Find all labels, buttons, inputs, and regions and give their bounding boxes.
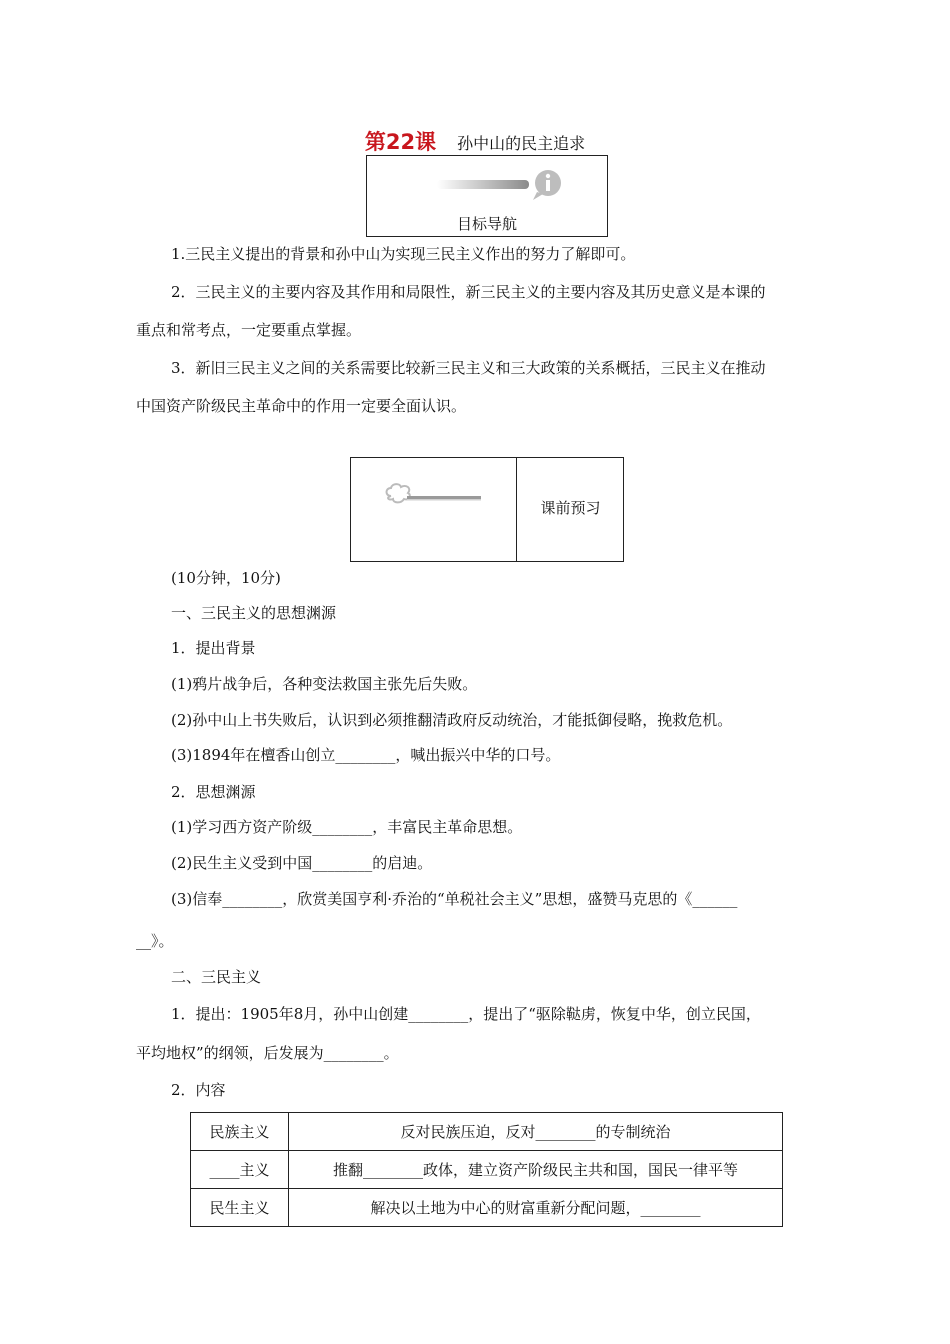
lesson-title (0, 126, 950, 156)
table-cell: 反对民族压迫，反对________的专制统治 (289, 1113, 783, 1151)
origin-item-3-cont: __》。 (136, 932, 174, 950)
background-item-2: (2)孙中山上书失败后，认识到必须推翻清政府反动统治，才能抵御侵略，挽救危机。 (171, 711, 733, 729)
content-heading: 2．内容 (171, 1081, 226, 1099)
proposal-line: 1．提出：1905年8月，孙中山创建________，提出了“驱除鞑虏，恢复中华，创立民国， (171, 1005, 761, 1023)
cloud-line-icon (381, 482, 491, 512)
table-cell: ____主义 (191, 1151, 289, 1189)
lesson-number: 第22课 (364, 130, 437, 154)
info-bubble-icon (437, 170, 567, 202)
goal-2-cont: 重点和常考点，一定要重点掌握。 (136, 321, 362, 339)
goal-3: 3．新旧三民主义之间的关系需要比较新三民主义和三大政策的关系概括，三民主义在推动 (171, 359, 766, 377)
preview-label: 课前预习 (540, 499, 601, 517)
table-row (191, 1113, 783, 1151)
goal-navigation-label: 目标导航 (456, 215, 517, 233)
preview-box (350, 457, 624, 562)
subheading-origins: 2．思想渊源 (171, 783, 256, 801)
table-cell: 解决以土地为中心的财富重新分配问题，________ (289, 1189, 783, 1227)
origin-item-2: (2)民生主义受到中国________的启迪。 (171, 854, 433, 872)
three-principles-table (190, 1112, 783, 1227)
goal-2: 2．三民主义的主要内容及其作用和局限性，新三民主义的主要内容及其历史意义是本课的 (171, 283, 766, 301)
table-row (191, 1189, 783, 1227)
proposal-line-cont: 平均地权”的纲领，后发展为________。 (136, 1044, 399, 1062)
table-cell: 民族主义 (191, 1113, 289, 1151)
goal-3-cont: 中国资产阶级民主革命中的作用一定要全面认识。 (136, 397, 467, 415)
table-cell: 推翻________政体，建立资产阶级民主共和国，国民一律平等 (289, 1151, 783, 1189)
background-item-3: (3)1894年在檀香山创立________，喊出振兴中华的口号。 (171, 746, 561, 764)
origin-item-3: (3)信奉________，欣赏美国亨利·乔治的“单税社会主义”思想，盛赞马克思的《______ (171, 890, 738, 908)
background-item-1: (1)鸦片战争后，各种变法救国主张先后失败。 (171, 675, 478, 693)
subheading-background: 1．提出背景 (171, 639, 256, 657)
time-score-note: (10分钟，10分) (171, 569, 281, 587)
origin-item-1: (1)学习西方资产阶级________，丰富民主革命思想。 (171, 818, 523, 836)
table-cell: 民生主义 (191, 1189, 289, 1227)
section-heading-2: 二、三民主义 (171, 968, 262, 986)
lesson-subtitle: 孙中山的民主追求 (457, 134, 586, 153)
goal-1: 1.三民主义提出的背景和孙中山为实现三民主义作出的努力了解即可。 (171, 245, 636, 263)
table-row (191, 1151, 783, 1189)
section-heading-1: 一、三民主义的思想渊源 (171, 604, 337, 622)
goal-navigation-box (366, 155, 608, 237)
